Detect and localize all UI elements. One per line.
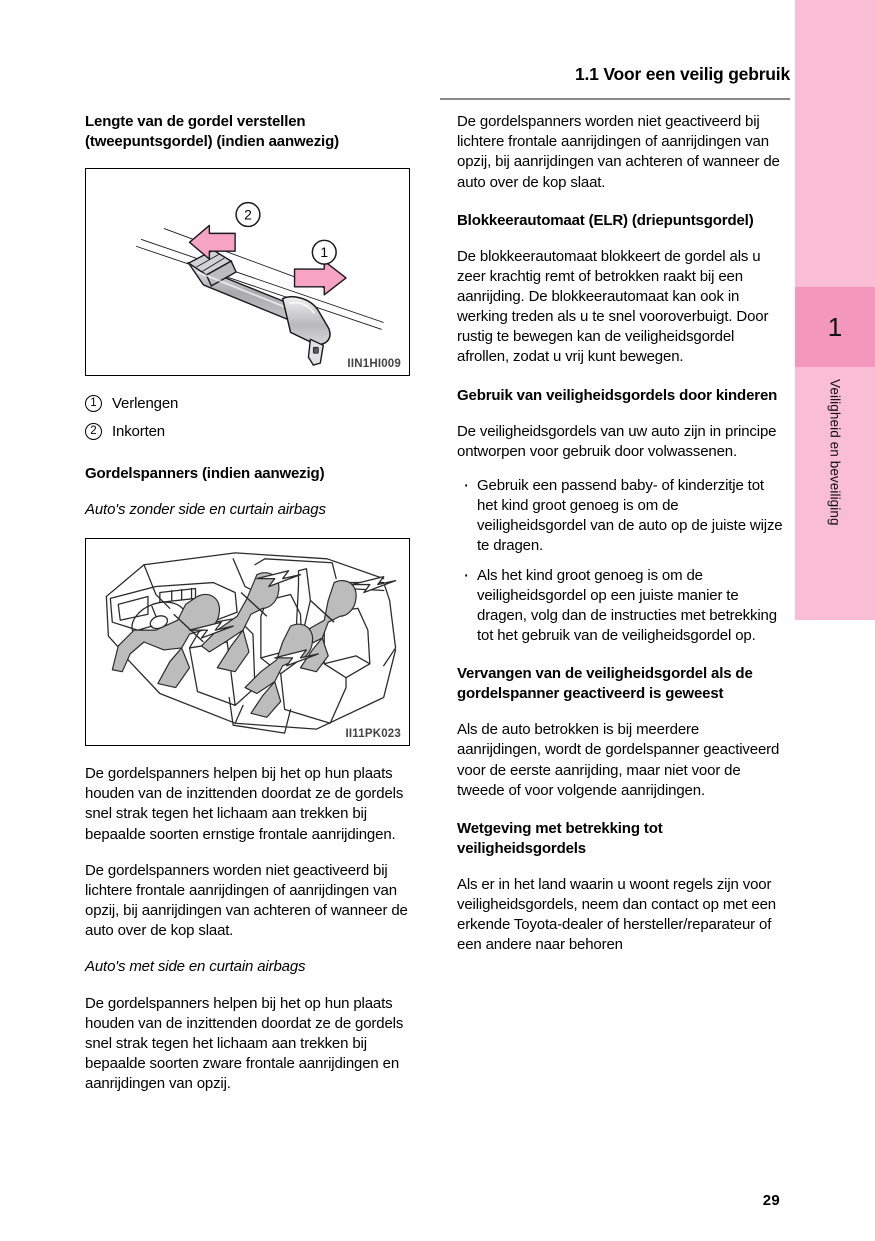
chapter-tab-number-block — [795, 287, 875, 367]
paragraph-meerdere-aanrijdingen: Als de auto betrokken is bij meerdere aanrijdingen, wordt de gordelspanner geactiveerd voor de eerste aanrijding, maar niet voor de tweede of voor volgende aanrijdingen. — [457, 721, 780, 799]
legend-item-inkorten — [85, 418, 415, 446]
legend-number-2: 2 — [85, 423, 102, 440]
figure-code-2: II11PK023 — [345, 727, 401, 740]
seatbelt-tongue-illustration — [86, 169, 409, 375]
paragraph-ontworpen-volwassenen: De veiligheidsgordels van uw auto zijn in principe ontworpen voor gebruik door volwassenen. — [457, 422, 777, 460]
section-heading-gordelspanners: Gordelspanners (indien aanwezig) — [85, 464, 325, 482]
left-column — [85, 112, 415, 1094]
legend-label-2: Inkorten — [112, 423, 165, 441]
chapter-number: 1 — [827, 312, 843, 342]
bullet-list-kinderen — [457, 476, 787, 646]
paragraph-gordelspanners-zware: De gordelspanners helpen bij het op hun plaats houden van de inzittenden doordat ze de gordels snel strak tegen het lichaam aan trekken bij bepaalde soorten zware frontale aanrijdingen en aanrijdingen van opzij. — [85, 994, 404, 1093]
chapter-tab-label — [795, 375, 875, 620]
page-number: 29 — [762, 1192, 780, 1209]
page-title: 1.1 Voor een veilig gebruik — [574, 64, 790, 84]
paragraph-niet-geactiveerd: De gordelspanners worden niet geactiveerd bij lichtere frontale aanrijdingen of aanrijdingen van opzij, bij aanrijdingen van achteren of wanneer de auto over de kop slaat. — [85, 861, 408, 940]
chapter-label-text: Veiligheid en beveiliging — [827, 379, 843, 526]
legend-number-1: 1 — [85, 395, 102, 412]
arrow-extend-icon — [295, 261, 347, 295]
figure-seatbelt-tongue — [85, 168, 410, 376]
subheading-zonder-airbags: Auto's zonder side en curtain airbags — [85, 500, 326, 518]
section-heading-gebruik-kinderen: Gebruik van veiligheidsgordels door kinderen — [457, 386, 778, 404]
chapter-tab-strip — [795, 0, 875, 620]
paragraph-wetgeving: Als er in het land waarin u woont regels zijn voor veiligheidsgordels, neem dan contact op met een erkende Toyota-dealer of hersteller/reparateur of een andere naar behoren — [457, 875, 776, 954]
paragraph-niet-geactiveerd-top: De gordelspanners worden niet geactiveerd bij lichtere frontale aanrijdingen of aanrijdingen van opzij, bij aanrijdingen van achteren of wanneer de auto over de kop slaat. — [457, 113, 780, 191]
figure-car-interior — [85, 538, 410, 746]
page-header — [440, 64, 790, 85]
paragraph-gordelspanners-helpen: De gordelspanners helpen bij het op hun plaats houden van de inzittenden doordat ze de gordels snel strak tegen het lichaam aan trekken bij bepaalde soorten ernstige frontale aanrijdingen. — [85, 764, 404, 843]
section-heading-blokkeerautomaat: Blokkeerautomaat (ELR) (driepuntsgordel) — [457, 211, 754, 229]
subheading-met-airbags: Auto's met side en curtain airbags — [85, 958, 306, 976]
figure-code-1: IIN1HI009 — [347, 357, 401, 370]
section-heading-wetgeving: Wetgeving met betrekking tot veiligheidsgordels — [457, 819, 663, 857]
right-column — [457, 112, 787, 955]
paragraph-blokkeerautomaat: De blokkeerautomaat blokkeert de gordel als u zeer krachtig remt of betrokken raakt bij een aanrijding. De blokkeerautomaat kan ook in werking treden als u te snel vooroverbuigt. Door rustig te bewegen kan de veiligheidsgordel afrollen, zodat u vrij kunt bewegen. — [457, 247, 769, 366]
bullet-item-kinderzitje: · Gebruik een passend baby- of kinderzitje tot het kind groot genoeg is om de veiligheidsgordel van de auto op de juiste wijze te dragen. — [457, 476, 787, 557]
svg-text:2: 2 — [244, 206, 252, 223]
car-interior-illustration — [86, 539, 409, 745]
bullet-item-instructies: · Als het kind groot genoeg is om de veiligheidsgordel op een juiste manier te dragen, volg dan de instructies met betrekking tot het gebruik van de veiligheidsgordel op. — [457, 566, 787, 647]
header-divider — [440, 98, 790, 100]
svg-text:1: 1 — [320, 244, 329, 261]
legend-item-verlengen — [85, 390, 415, 418]
legend-label-1: Verlengen — [112, 395, 179, 413]
section-heading-vervangen-gordel: Vervangen van de veiligheidsgordel als de gordelspanner geactiveerd is geweest — [457, 665, 753, 703]
section-heading-lengte-gordel: Lengte van de gordel verstellen (tweepuntsgordel) (indien aanwezig) — [85, 113, 339, 150]
